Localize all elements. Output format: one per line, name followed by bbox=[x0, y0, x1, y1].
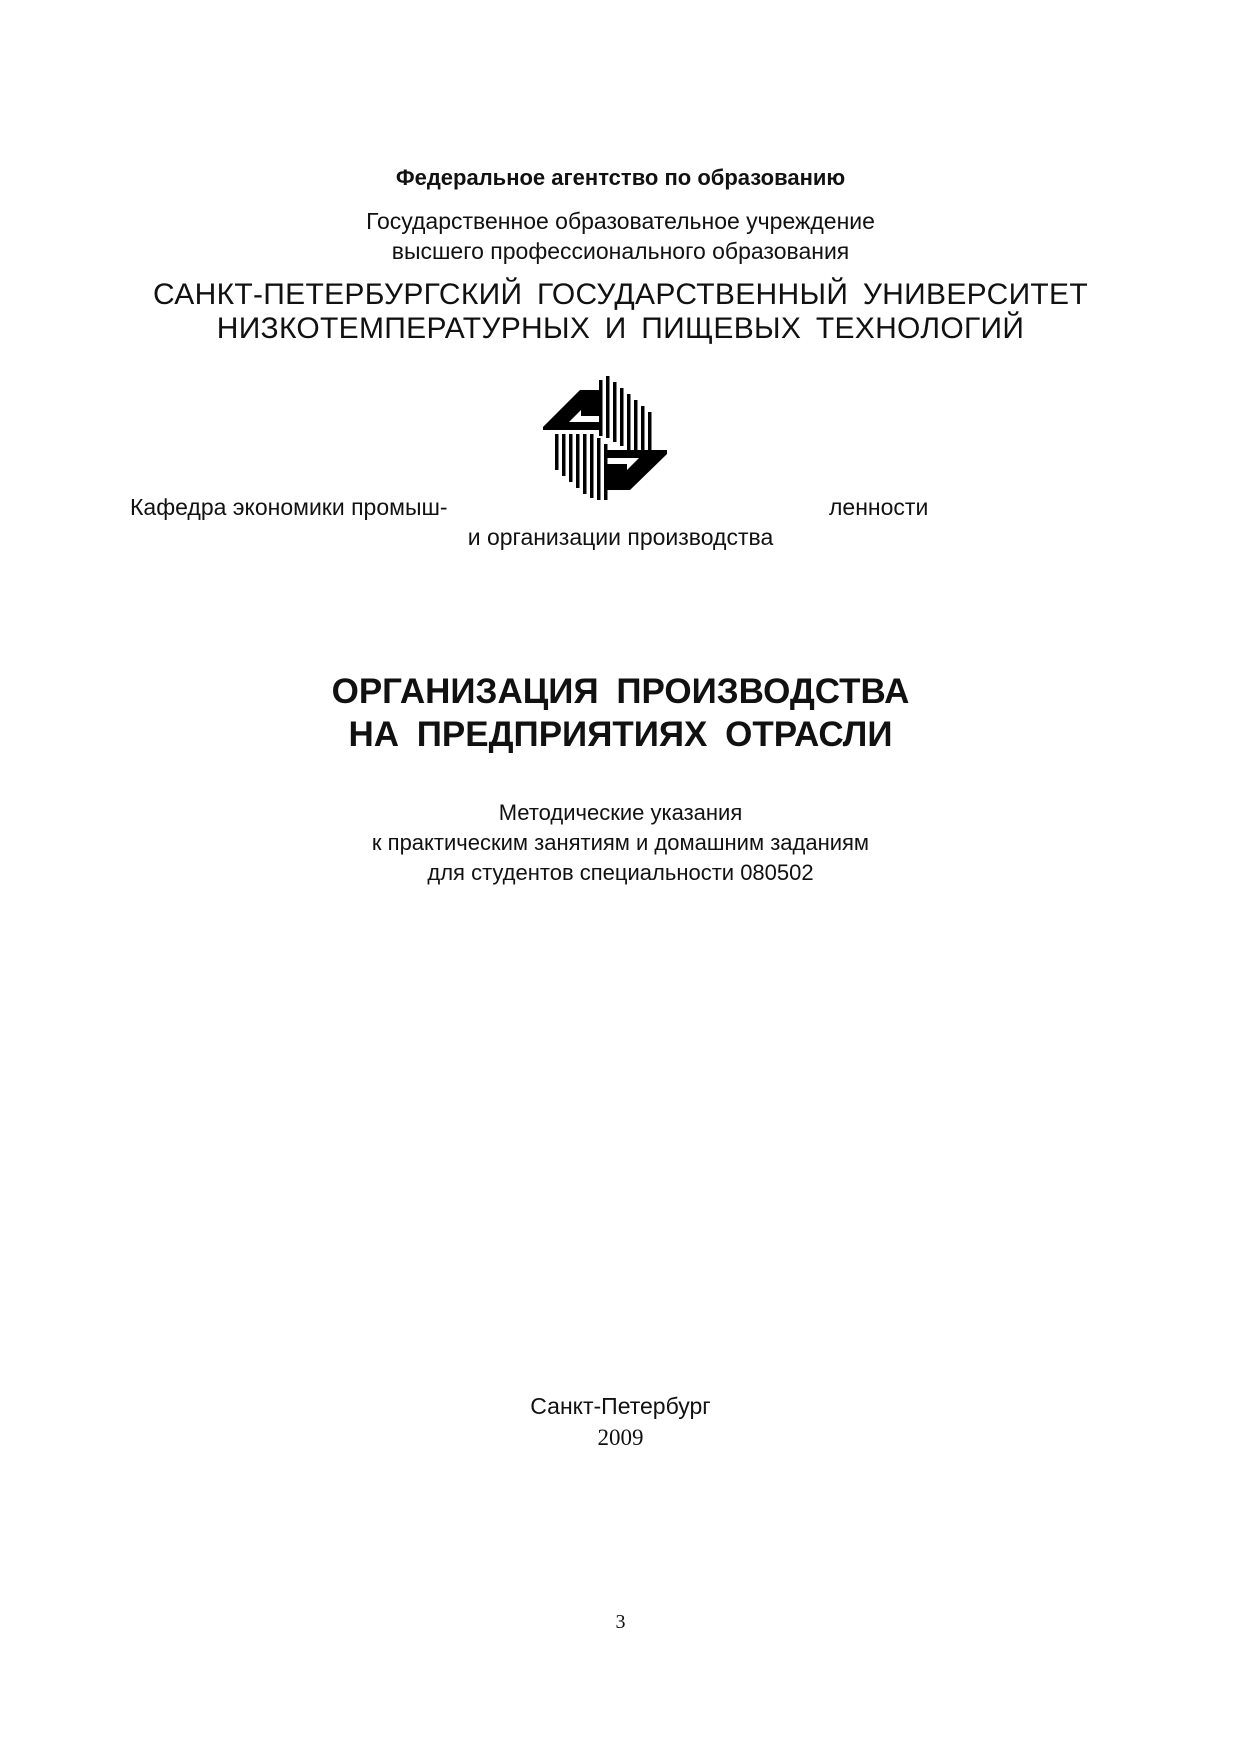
institution-line-2: высшего профессионального образования bbox=[391, 238, 850, 264]
agency-name: Федеральное агентство по образованию bbox=[395, 165, 846, 190]
department-name-part-2: ленности bbox=[829, 494, 929, 520]
page-number: 3 bbox=[615, 1611, 626, 1633]
subtitle-line-1: Методические указания bbox=[498, 800, 743, 825]
document-title-line-1: ОРГАНИЗАЦИЯ ПРОИЗВОДСТВА bbox=[331, 672, 910, 711]
document-title-line-2: НА ПРЕДПРИЯТИЯХ ОТРАСЛИ bbox=[348, 715, 893, 754]
publication-city: Санкт-Петербург bbox=[530, 1393, 711, 1419]
university-name-line-1: САНКТ-ПЕТЕРБУРГСКИЙ ГОСУДАРСТВЕННЫЙ УНИВЕРСИТЕТ bbox=[153, 278, 1088, 311]
subtitle-line-2: к практическим занятиям и домашним заданиям bbox=[371, 830, 870, 855]
university-name-line-2: НИЗКОТЕМПЕРАТУРНЫХ И ПИЩЕВЫХ ТЕХНОЛОГИЙ bbox=[216, 312, 1025, 345]
subtitle-line-3: для студентов специальности 080502 bbox=[427, 860, 814, 885]
institution-line-1: Государственное образовательное учреждение bbox=[366, 208, 875, 234]
department-name-line-2: и организации производства bbox=[467, 524, 774, 550]
publication-year: 2009 bbox=[597, 1425, 644, 1450]
university-emblem-icon bbox=[535, 372, 675, 507]
department-name-part-1: Кафедра экономики промыш- bbox=[130, 494, 448, 520]
